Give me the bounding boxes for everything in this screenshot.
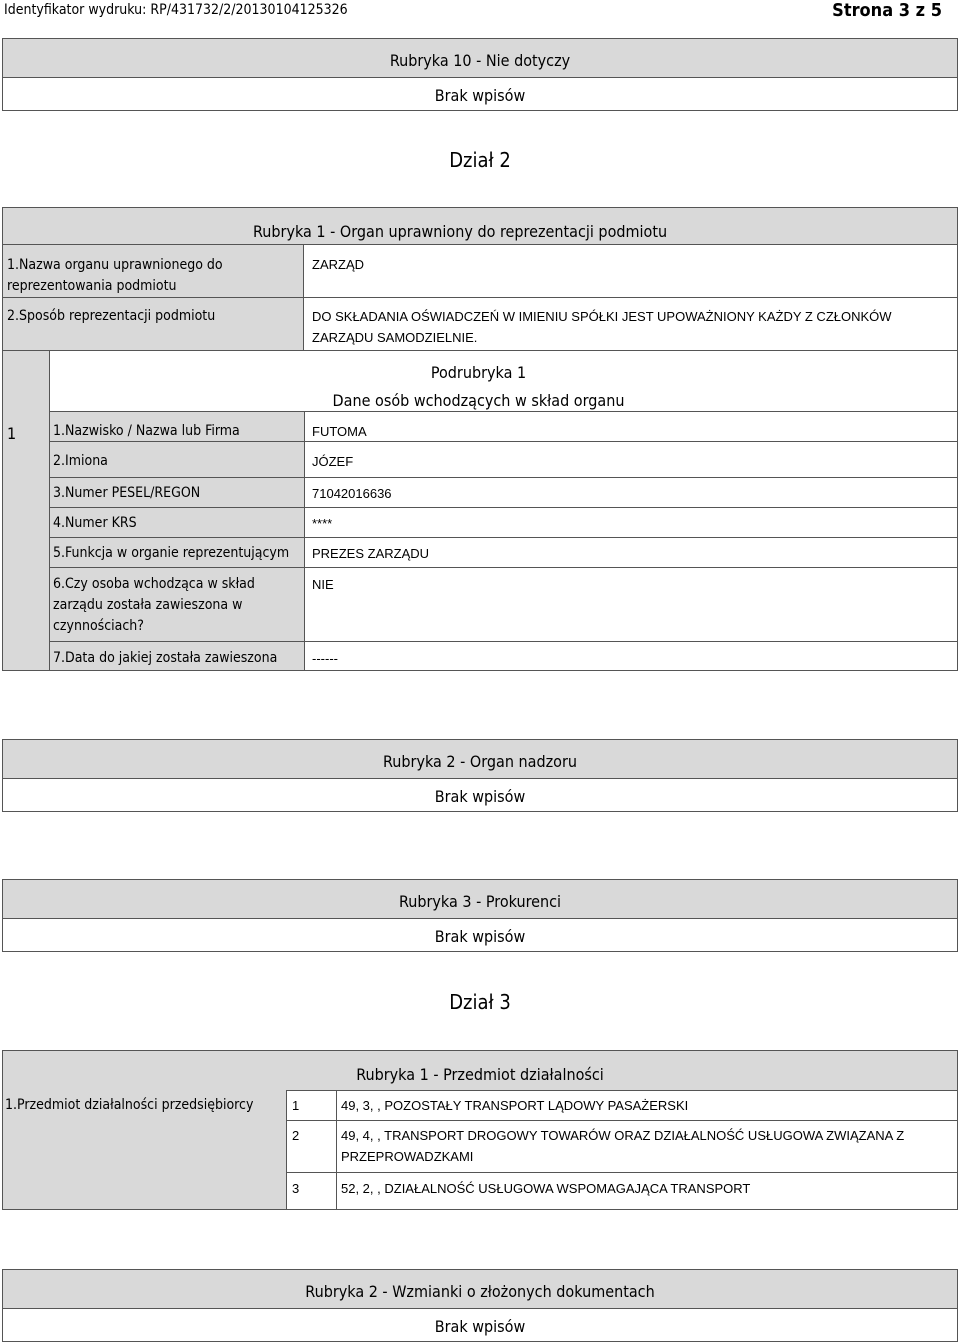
- print-identifier: Identyfikator wydruku: RP/431732/2/20130104125326: [4, 2, 348, 18]
- documents-content-row: [2, 1308, 958, 1342]
- person-values-column: [304, 411, 958, 671]
- rubryka3-title: Rubryka 3 - Prokurenci: [398, 892, 562, 911]
- rubryka2-title: Rubryka 2 - Organ nadzoru: [382, 752, 577, 771]
- rubryka2-box: [2, 739, 958, 811]
- organ-title: Rubryka 1 - Organ uprawniony do reprezentacji podmiotu: [253, 222, 668, 241]
- podrubryka-subtitle: Dane osób wchodzących w skład organu: [332, 391, 625, 410]
- rubryka10-box: [2, 38, 958, 110]
- function-label: 5.Funkcja w organie reprezentującym: [53, 545, 290, 561]
- documents-title: Rubryka 2 - Wzmianki o złożonych dokumentach: [305, 1282, 655, 1301]
- podrubryka-title: Podrubryka 1: [430, 363, 527, 382]
- first-names-label: 2.Imiona: [53, 453, 108, 469]
- rubryka10-content: Brak wpisów: [434, 86, 526, 105]
- krs-value: ****: [312, 516, 333, 531]
- suspended-label: 6.Czy osoba wchodząca w skład zarządu została zawieszona w czynnościach?: [53, 576, 255, 634]
- rubryka3-content-row: [2, 918, 958, 952]
- podrubryka-header: [49, 350, 958, 412]
- dzial2-title: Dział 2: [449, 148, 511, 172]
- rubryka3-box: [2, 879, 958, 951]
- organ-name-label-cell: [2, 244, 304, 298]
- activity-num-3: 3: [292, 1181, 300, 1196]
- representation-label: 2.Sposób reprezentacji podmiotu: [7, 308, 216, 324]
- representation-value: DO SKŁADANIA OŚWIADCZEŃ W IMIENIU SPÓŁKI JEST UPOWAŻNIONY KAŻDY Z CZŁONKÓW ZARZĄDU SAMODZIELNIE.: [312, 309, 892, 345]
- activity-text-2: 49, 4, , TRANSPORT DROGOWY TOWARÓW ORAZ DZIAŁALNOŚĆ USŁUGOWA ZWIĄZANA Z PRZEPROWADZKAMI: [341, 1128, 905, 1164]
- pesel-label: 3.Numer PESEL/REGON: [53, 485, 201, 501]
- krs-label: 4.Numer KRS: [53, 515, 137, 531]
- suspended-until-value: ------: [312, 651, 338, 666]
- documents-content: Brak wpisów: [434, 1317, 526, 1336]
- activity-num-1: 1: [292, 1098, 300, 1113]
- dzial3-title: Dział 3: [449, 990, 511, 1014]
- rubryka10-content-row: [2, 77, 958, 111]
- person-index: 1: [7, 424, 17, 443]
- documents-box: [2, 1269, 958, 1341]
- activity-text-1: 49, 3, , POZOSTAŁY TRANSPORT LĄDOWY PASAŻERSKI: [341, 1098, 689, 1113]
- rubryka2-content: Brak wpisów: [434, 787, 526, 806]
- rubryka2-content-row: [2, 778, 958, 812]
- representation-label-cell: [2, 297, 304, 351]
- pesel-value: 71042016636: [312, 486, 392, 501]
- organ-name-label: 1.Nazwa organu uprawnionego do reprezentowania podmiotu: [7, 257, 223, 294]
- activity-title: Rubryka 1 - Przedmiot działalności: [356, 1065, 604, 1084]
- suspended-value: NIE: [312, 577, 334, 592]
- organ-name-value-cell: [303, 244, 958, 298]
- first-names-value: JÓZEF: [312, 454, 354, 469]
- activity-num-2: 2: [292, 1128, 300, 1143]
- surname-value: FUTOMA: [312, 424, 367, 439]
- page-number: Strona 3 z 5: [832, 0, 942, 21]
- organ-name-value: ZARZĄD: [312, 257, 364, 272]
- rubryka10-title: Rubryka 10 - Nie dotyczy: [389, 51, 571, 70]
- representation-value-cell: [303, 297, 958, 351]
- rubryka3-content: Brak wpisów: [434, 927, 526, 946]
- surname-label: 1.Nazwisko / Nazwa lub Firma: [53, 423, 240, 439]
- activity-label: 1.Przedmiot działalności przedsiębiorcy: [5, 1097, 254, 1113]
- suspended-until-label: 7.Data do jakiej została zawieszona: [53, 650, 278, 666]
- activity-text-3: 52, 2, , DZIAŁALNOŚĆ USŁUGOWA WSPOMAGAJĄCA TRANSPORT: [341, 1181, 751, 1196]
- function-value: PREZES ZARZĄDU: [312, 546, 430, 561]
